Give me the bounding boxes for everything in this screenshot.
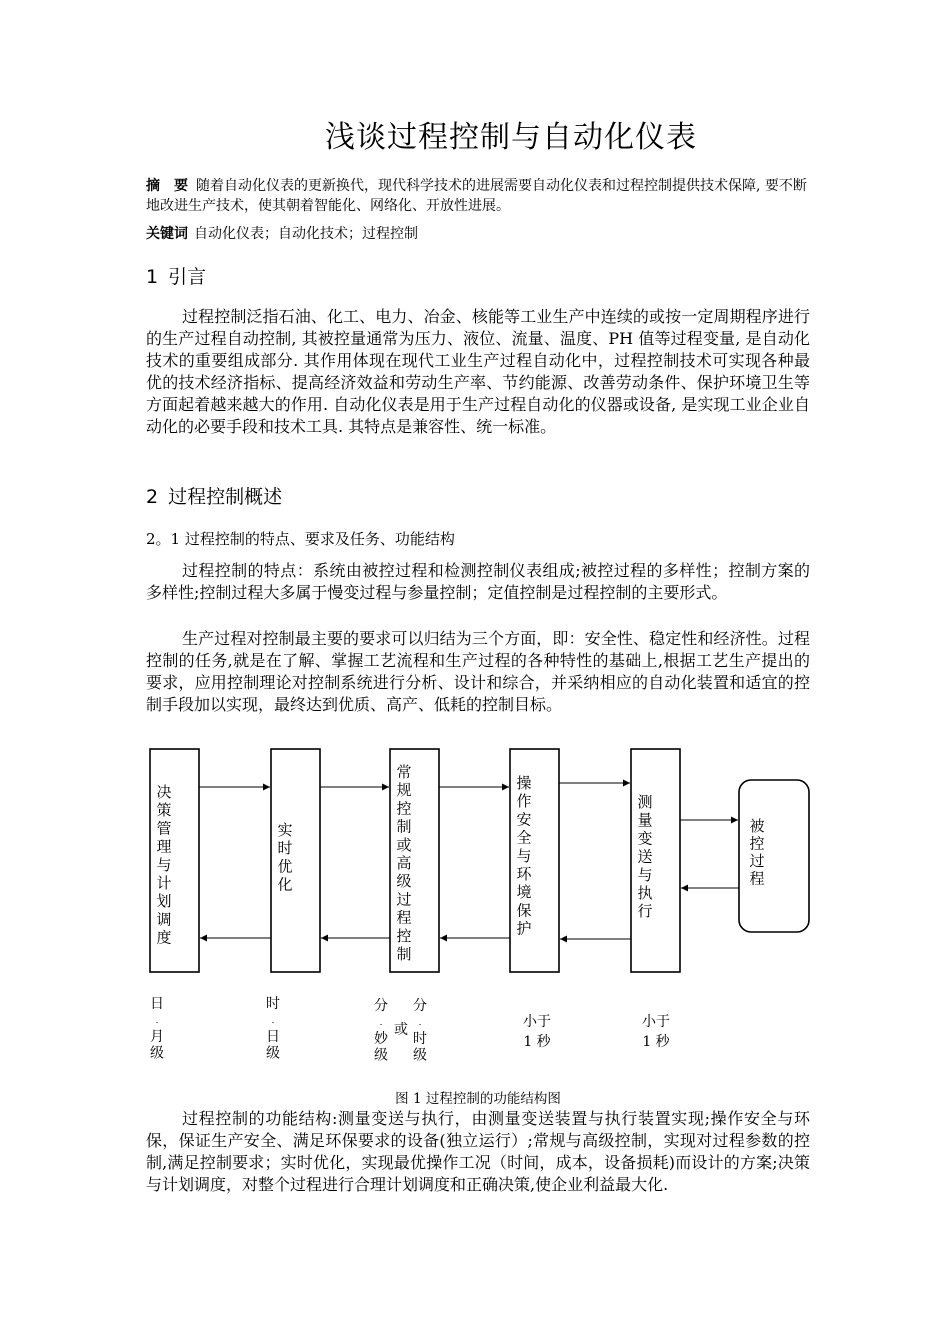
- time-label-minute-second: 分-妙级: [374, 998, 388, 1064]
- time-scale-labels: [150, 996, 671, 1064]
- box-label-controlled-process: 被控过程: [749, 817, 765, 888]
- box-label-real-time-optimization: 实时优化: [277, 821, 293, 894]
- box-label-safety-environment: 操作安全与环境保护: [516, 774, 532, 938]
- figure-caption: 图 1 过程控制的功能结构图: [395, 1091, 561, 1107]
- time-label-day-month: 日-月级: [150, 996, 164, 1062]
- section-1-title: 引言: [168, 266, 207, 288]
- keywords-label: 关键词: [146, 226, 188, 242]
- keywords-text: 自动化仪表；自动化技术；过程控制: [194, 226, 418, 242]
- section-2-paragraph-3: 过程控制的功能结构:测量变送与执行，由测量变送装置与执行装置实现;操作安全与环保，保证生产安全、满足环保要求的设备(独立运行）;常规与高级控制，实现对过程参数的控制,满足控制要求；实时优化，实现最优操作工况（时间，成本，设备损耗)而设计的方案;决策与计划调度，对整个过程进行合理计划调度和正确决策,使企业利益最大化.: [146, 1109, 810, 1194]
- abstract-text: 随着自动化仪表的更新换代，现代科学技术的进展需要自动化仪表和过程控制提供技术保障, 要不断地改进生产技术，使其朝着智能化、网络化、开放性进展。: [146, 178, 807, 214]
- time-label-or: 或: [394, 1022, 408, 1038]
- section-2-paragraph-1: 过程控制的特点：系统由被控过程和检测控制仪表组成;被控过程的多样性；控制方案的多样性;控制过程大多属于慢变过程与参量控制；定值控制是过程控制的主要形式。: [146, 561, 810, 602]
- section-1-number: 1: [146, 266, 159, 288]
- section-2-number: 2: [146, 486, 159, 508]
- section-2-paragraph-2: 生产过程对控制最主要的要求可以归结为三个方面，即：安全性、稳定性和经济性。过程控制的任务,就是在了解、掌握工艺流程和生产过程的各种特性的基础上,根据工艺生产提出的要求，应用控制理论对控制系统进行分析、设计和综合，并采纳相应的自动化装置和适宜的控制手段加以实现，最终达到优质、高产、低耗的控制目标。: [146, 629, 810, 714]
- box-label-measurement-actuation: 测量变送与执行: [637, 793, 653, 921]
- box-label-decision-planning: 决策管理与计划调度: [156, 783, 172, 947]
- section-2-title: 过程控制概述: [168, 486, 283, 508]
- time-label-minute-hour: 分-时级: [413, 998, 427, 1064]
- time-label-hour-day: 时-日级: [266, 996, 280, 1062]
- time-label-under-1s-a: 小于 1 秒: [523, 1014, 551, 1050]
- time-label-under-1s-b: 小于 1 秒: [642, 1014, 670, 1050]
- document-title: 浅谈过程控制与自动化仪表: [325, 120, 697, 155]
- box-label-regular-advanced-control: 常规控制或高级过程控制: [396, 763, 412, 963]
- abstract-label: 摘 要: [146, 178, 188, 194]
- section-1-paragraph: 过程控制泛指石油、化工、电力、冶金、核能等工业生产中连续的或按一定周期程序进行的生产过程自动控制, 其被控量通常为压力、液位、流量、温度、PH 值等过程变量, 是自动化技术的重要组成部分. 其作用体现在现代工业生产过程自动化中，过程控制技术可实现各种最优的技术经济指标、提高经济效益和劳动生产率、节约能源、改善劳动条件、保护环境卫生等方面起着越来越大的作用. 自动化仪表是用于生产过程自动化的仪器或设备, 是实现工业企业自动化的必要手段和技术工具. 其特点是兼容性、统一标准。: [146, 307, 810, 436]
- subsection-2-1-heading: 2。1 过程控制的特点、要求及任务、功能结构: [146, 530, 455, 548]
